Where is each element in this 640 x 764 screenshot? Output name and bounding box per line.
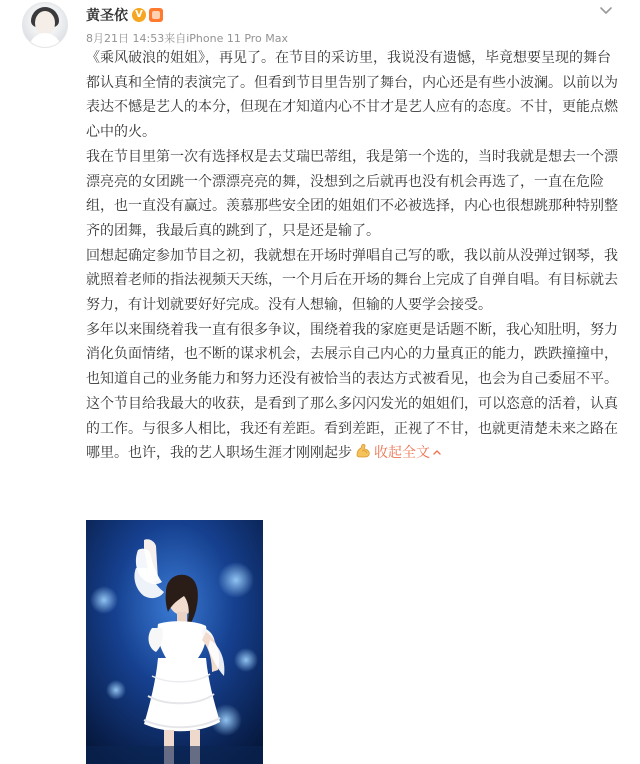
collapse-text-link[interactable] — [374, 445, 442, 461]
paragraph-4: 多年以来围绕着我一直有很多争议，围绕着我的家庭更是话题不断，我心知肚明，努力消化负面情绪，也不断的谋求机会，去展示自己内心的力量真正的能力，跌跌撞撞中，也知道自己的业务能力和努力还没有被恰当的表达方式被看见，也会为自己委屈不平。 — [86, 321, 618, 388]
vip-badge-icon — [149, 8, 163, 22]
chevron-up-icon[interactable] — [432, 447, 442, 457]
paragraph-5 — [86, 392, 618, 466]
collapse-label[interactable]: 收起全文 — [374, 445, 430, 462]
username[interactable]: 黄圣依 — [86, 8, 128, 24]
avatar[interactable] — [22, 2, 68, 48]
chevron-down-icon[interactable] — [599, 6, 613, 16]
stage-performance-photo[interactable] — [86, 520, 263, 764]
paragraph-1 — [86, 46, 618, 145]
post-device[interactable]: iPhone 11 Pro Max — [186, 32, 289, 45]
post-meta — [86, 30, 288, 46]
post-header — [0, 0, 640, 48]
post-date[interactable]: 8月21日 14:53 — [86, 32, 165, 45]
v-verified-icon: V — [132, 8, 146, 22]
paragraph-3: 回想起确定参加节目之初，我就想在开场时弹唱自己写的歌，我以前从没弹过钢琴，我就照着老师的指法视频天天练，一个月后在开场的舞台上完成了自弹自唱。有目标就去努力，有计划就要好好完成。没有人想输，但输的人要学会接受。 — [86, 247, 618, 314]
paragraph-5-text: 这个节目给我最大的收获，是看到了那么多闪闪发光的姐姐们，可以恣意的活着，认真的工作。与很多人相比，我还有差距。看到差距，正视了不甘，也就更清楚未来之路在哪里。也许，我的艺人职场生涯才刚刚起步 — [86, 395, 618, 462]
paragraph-1-text: ，再见了。在节目的采访里，我说没有遗憾，毕竟想要呈现的舞台都认真和全情的表演完了。但看到节目里告别了舞台，内心还是有些小波澜。以前以为表达不憾是艺人的本分，但现在才知道内心不甘才是艺人应有的态度。不甘，更能点燃心中的火。 — [86, 50, 618, 141]
name-row — [86, 5, 163, 25]
show-title: 《乘风破浪的姐姐》 — [86, 50, 205, 66]
source-prefix: 来自 — [164, 32, 187, 45]
paragraph-2: 我在节目里第一次有选择权是去艾瑞巴蒂组，我是第一个选的，当时我就是想去一个漂漂亮亮的女团跳一个漂漂亮亮的舞，没想到之后就再也没有机会再选了，一直在危险组，也一直没有赢过。羡慕那些安全团的姐姐们不必被选择，内心也很想跳那种特别整齐的团舞，我最后真的跳到了，只是还是输了。 — [86, 148, 618, 239]
avatar-body — [29, 33, 61, 48]
post-content — [86, 46, 618, 466]
stage-photo-drawing — [86, 520, 263, 764]
avatar-face — [35, 11, 55, 35]
flexed-biceps-emoji-icon — [354, 442, 372, 460]
